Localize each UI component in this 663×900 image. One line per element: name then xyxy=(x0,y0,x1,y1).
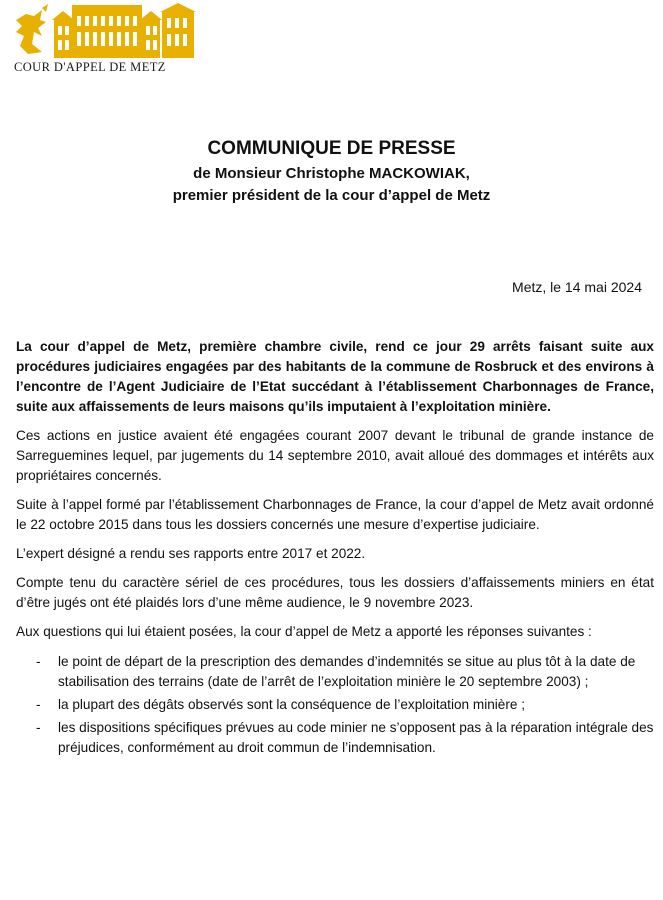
body-paragraph: Compte tenu du caractère sériel de ces procédures, tous les dossiers d’affaissements miniers en état d’être jugés ont été plaidés lors d’une même audience, le 9 novembre 2023. xyxy=(16,575,654,610)
list-item-text: les dispositions spécifiques prévues au code minier ne s’opposent pas à la réparation intégrale des préjudices, conformément au droit commun de l’indemnisation. xyxy=(58,720,654,755)
body-paragraph: L’expert désigné a rendu ses rapports entre 2017 et 2022. xyxy=(16,546,366,561)
press-release-header xyxy=(0,137,663,207)
date-line: Metz, le 14 mai 2024 xyxy=(512,279,642,295)
court-logo xyxy=(12,2,198,74)
list-item xyxy=(16,695,654,715)
courthouse-emblem-icon xyxy=(12,2,198,60)
press-release-body xyxy=(16,337,654,761)
body-paragraph: Suite à l’appel formé par l’établissement Charbonnages de France, la cour d’appel de Metz avait ordonné le 22 octobre 2015 dans tous les dossiers concernés une mesure d’expertise judiciaire. xyxy=(16,497,654,532)
list-item-text: la plupart des dégâts observés sont la conséquence de l’exploitation minière ; xyxy=(58,697,526,712)
author-line: de Monsieur Christophe MACKOWIAK, xyxy=(193,165,470,182)
body-paragraph: Ces actions en justice avaient été engagées courant 2007 devant le tribunal de grande instance de Sarreguemines lequel, par jugements du 14 septembre 2010, avait alloué des dommages et intérêts aux propriétaires concernés. xyxy=(16,428,654,483)
logo-text: COUR D'APPEL DE METZ xyxy=(14,60,166,74)
list-item xyxy=(16,718,654,758)
answers-list xyxy=(16,652,654,758)
author-role-line: premier président de la cour d’appel de Metz xyxy=(172,187,491,204)
list-item xyxy=(16,652,654,692)
list-item-text: le point de départ de la prescription des demandes d’indemnités se situe au plus tôt à la date de stabilisation des terrains (date de l’arrêt de l’exploitation minière le 20 septembre 2003) ; xyxy=(58,654,636,689)
lead-paragraph: La cour d’appel de Metz, première chambre civile, rend ce jour 29 arrêts faisant suite aux procédures judiciaires engagées par des habitants de la commune de Rosbruck et des environs à l’encontre de l’Agent Judiciaire de l’Etat succédant à l’établissement Charbonnages de France, suite aux affaissements de leurs maisons qu’ils imputaient à l’exploitation minière. xyxy=(16,339,654,414)
bullet-marker: - xyxy=(36,697,41,712)
bullet-marker: - xyxy=(36,720,41,735)
body-paragraph: Aux questions qui lui étaient posées, la cour d’appel de Metz a apporté les réponses suivantes : xyxy=(16,624,592,639)
bullet-marker: - xyxy=(36,654,41,669)
page-title: COMMUNIQUE DE PRESSE xyxy=(207,138,456,159)
